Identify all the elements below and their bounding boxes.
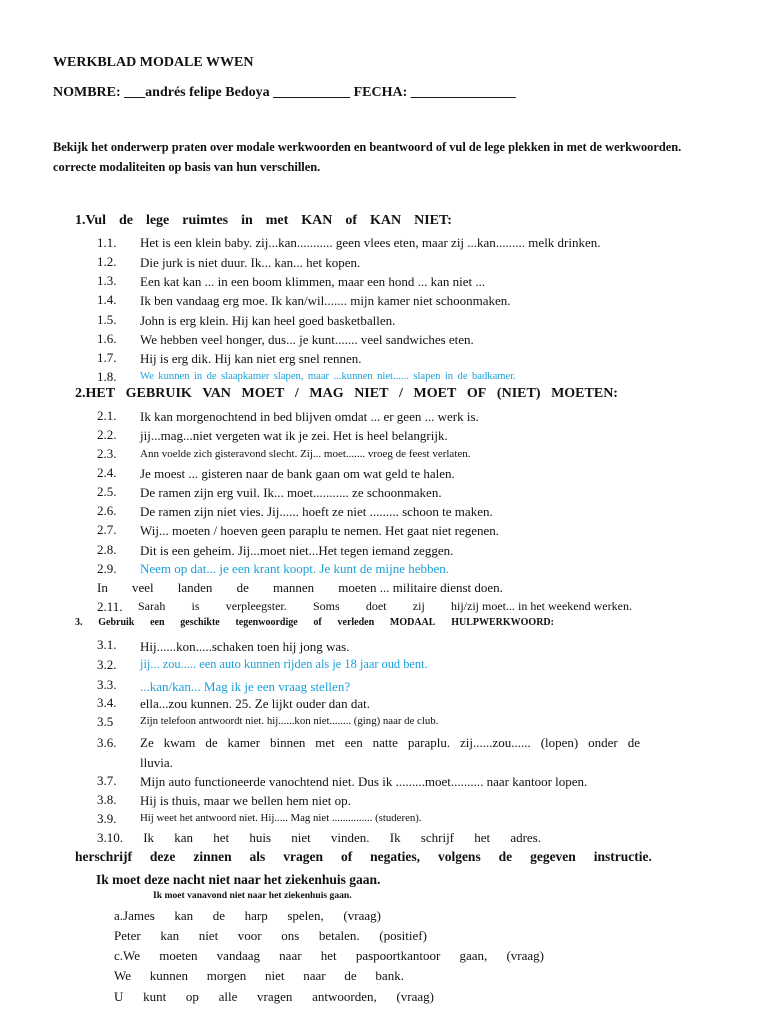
word: naar [303,968,326,983]
item-number: 3.1. [97,637,117,652]
item-number: 2.4. [97,465,117,480]
heading-word: deze [149,849,176,864]
item-number: 1.1. [97,235,117,250]
word: adres. [510,830,541,845]
exercise-item: Ik ben vandaag erg moe. Ik kan/wil....... mijn kamer niet schoonmaken. [140,293,511,308]
item-number: 2.9. [97,561,117,576]
word: a.James [114,908,155,923]
heading-word: verleden [337,617,375,628]
heading-word: zinnen [193,849,232,864]
word: Soms [312,599,340,613]
word: antwoorden, [312,989,377,1004]
item-number: 2.5. [97,484,117,499]
exercise-item: Je moest ... gisteren naar de bank gaan om wat geld te halen. [140,466,455,481]
heading-word: MOET [413,386,457,401]
exercise-item [97,831,541,844]
word: verpleegster. [225,599,287,613]
intro-line-2: correcte modaliteiten op basis van hun verschillen. [53,160,321,174]
rewrite-item [114,929,427,942]
rewrite-item [114,909,381,922]
word: voor [237,928,262,943]
word: Peter [114,928,141,943]
heading-word: de [118,213,133,228]
heading-word: instructie. [593,849,652,864]
heading-word: of [340,849,353,864]
heading-word: of [345,213,358,228]
heading-word: 1.Vul [75,213,107,228]
word: zij......zou...... [460,735,531,750]
exercise-item: Hij weet het antwoord niet. Hij..... Mag niet ............... (studeren). [140,812,422,824]
exercise-item: De ramen zijn niet vies. Jij...... hoeft ze niet ......... schoon te maken. [140,504,493,519]
word: kwam [163,735,196,750]
word: is [191,599,200,613]
heading-word: VAN [202,386,231,401]
word: kunt [143,989,167,1004]
word: vinden. [330,830,370,845]
heading-word: MOETEN: [551,386,618,401]
word: alle [218,989,238,1004]
item-number: 3.8. [97,792,117,807]
exercise-item: Hij is thuis, maar we bellen hem niet op. [140,793,351,808]
heading-word: in [241,213,253,228]
rewrite-item [114,969,404,982]
word: In [97,580,108,595]
word: doet [365,599,387,613]
heading-word: volgens [437,849,481,864]
exercise-item: Het is een klein baby. zij...kan........... geen vlees eten, maar zij ...kan......... melk drinken. [140,235,601,250]
item-number: 3.9. [97,811,117,826]
item-number: 1.6. [97,331,117,346]
word: c.We [114,948,141,963]
word: kan [160,928,180,943]
exercise-item: We hebben veel honger, dus... je kunt....... veel sandwiches eten. [140,332,474,347]
word: U [114,989,124,1004]
heading-word: gegeven [530,849,576,864]
exercise-item: Hij is erg dik. Hij kan niet erg snel rennen. [140,351,362,366]
exercise-item: jij... zou..... een auto kunnen rijden als je 18 jaar oud bent. [140,657,428,671]
word: de [236,580,249,595]
exercise-item: Zijn telefoon antwoordt niet. hij......kon niet........ (ging) naar de club. [140,715,439,727]
exercise-item: Een kat kan ... in een boom klimmen, maar een hond ... kan niet ... [140,274,486,289]
heading-word: 2.HET [75,386,116,401]
exercise-item: Wij... moeten / hoeven geen paraplu te nemen. Het gaat niet regenen. [140,523,499,538]
word: het [213,830,230,845]
heading-word: een [150,617,165,628]
word: Ze [140,735,154,750]
heading-word: tegenwoordige [235,617,298,628]
item-number: 1.2. [97,254,117,269]
exercise-item: De ramen zijn erg vuil. Ik... moet........... ze schoonmaken. [140,485,442,500]
item-number: 3.2. [97,657,117,672]
heading-word: Gebruik [98,617,135,628]
item-number: 2.2. [97,427,117,442]
item-number: 1.7. [97,350,117,365]
heading-word: HULPWERKWOORD: [451,617,554,628]
item-number: 3.7. [97,773,117,788]
exercise-item: ...kan/kan... Mag ik je een vraag stellen? [140,679,351,694]
exercise-item: Ik kan morgenochtend in bed blijven omdat ... er geen ... werk is. [140,409,479,424]
exercise-item-continuation: lluvia. [140,755,173,770]
word: kamer [227,735,261,750]
word: vandaag [216,948,260,963]
word: vragen [257,989,293,1004]
exercise-item [140,736,640,749]
word: onder [588,735,618,750]
section-2-heading [75,387,618,401]
item-number: 3.10. [97,830,123,845]
item-number: 2.1. [97,408,117,423]
word: moeten [159,948,198,963]
exercise-item: Hij......kon.....schaken toen hij jong was. [140,639,350,654]
heading-word: OF [466,386,487,401]
word: ons [281,928,300,943]
heading-word: KAN [370,213,402,228]
word: binnen [269,735,306,750]
exercise-item [97,581,503,594]
exercise-item: ella...zou kunnen. 25. Ze lijkt ouder dan dat. [140,696,370,711]
heading-word: / [294,386,299,401]
word: zij [412,599,425,613]
word: het [474,830,491,845]
heading-word: (NIET) [496,386,541,401]
rewrite-item [114,949,544,962]
exercise-item: Mijn auto functioneerde vanochtend niet. Dus ik .........moet.......... naar kantoor lopen. [140,774,588,789]
heading-word: MAG [309,386,344,401]
word: paspoortkantoor [355,948,441,963]
item-number: 1.8. [97,369,117,384]
word: met [315,735,335,750]
word: niet [265,968,285,983]
word: de [205,735,218,750]
word: bank. [375,968,404,983]
heading-word: 3. [75,617,83,628]
word: Ik [389,830,401,845]
item-number: 2.8. [97,542,117,557]
word: (lopen) [540,735,579,750]
word: kunnen [149,968,189,983]
word: veel [131,580,154,595]
item-number: 1.5. [97,312,117,327]
word: huis [249,830,271,845]
word: mannen [273,580,315,595]
word: moeten ... militaire dienst doen. [338,580,503,595]
word: niet [291,830,311,845]
exercise-item: Neem op dat... je een krant koopt. Je kunt de mijne hebben. [140,561,450,576]
heading-word: herschrijf [75,849,132,864]
heading-word: NIET [354,386,389,401]
heading-word: vragen [283,849,323,864]
section-3-heading [75,618,554,628]
word: paraplu. [407,735,451,750]
word: schrijf [420,830,455,845]
item-number: 2.6. [97,503,117,518]
heading-word: met [265,213,289,228]
exercise-item: John is erg klein. Hij kan heel goed basketballen. [140,313,396,328]
heading-word: MODAAL [389,617,436,628]
name-date-line: NOMBRE: ___andrés felipe Bedoya ___________ FECHA: _______________ [53,85,516,100]
section-4-heading [75,850,652,864]
word: We [114,968,131,983]
item-number: 3.6. [97,735,117,750]
rewrite-item [114,990,434,1003]
heading-word: of [313,617,322,628]
item-number: 3.3. [97,677,117,692]
item-number: 3.5 [97,714,114,729]
heading-word: / [399,386,403,401]
item-number: 3.4. [97,695,117,710]
example-answer: Ik moet vanavond niet naar het ziekenhuis gaan. [153,890,352,901]
item-number: 2.3. [97,446,117,461]
worksheet-title: WERKBLAD MODALE WWEN [53,55,254,70]
word: morgen [206,968,247,983]
word: (vraag) [506,948,544,963]
exercise-item [138,600,632,612]
heading-word: KAN [301,213,333,228]
word: naar [279,948,302,963]
heading-word: NIET: [414,213,452,228]
heading-word: geschikte [180,617,220,628]
example-sentence: Ik moet deze nacht niet naar het ziekenhuis gaan. [96,872,381,887]
word: Sarah [138,599,166,613]
word: gaan, [459,948,488,963]
word: niet [198,928,219,943]
exercise-item: Dit is een geheim. Jij...moet niet...Het tegen iemand zeggen. [140,543,454,558]
word: de [344,968,357,983]
word: harp [244,908,268,923]
word: het [320,948,337,963]
word: (positief) [379,928,427,943]
exercise-item: Die jurk is niet duur. Ik... kan... het kopen. [140,255,361,270]
heading-word: negaties, [370,849,420,864]
word: (vraag) [396,989,434,1004]
word: landen [177,580,213,595]
word: Ik [143,830,155,845]
section-1-heading [75,214,452,228]
word: een [344,735,363,750]
heading-word: GEBRUIK [125,386,192,401]
item-number: 1.4. [97,292,117,307]
exercise-item: jij...mag...niet vergeten wat ik je zei. Het is heel belangrijk. [140,428,448,443]
word: betalen. [318,928,360,943]
word: de [627,735,640,750]
item-number: 2.7. [97,522,117,537]
heading-word: de [498,849,513,864]
word: (vraag) [343,908,381,923]
heading-word: lege [145,213,170,228]
word: natte [372,735,398,750]
word: op [185,989,199,1004]
heading-word: MOET [241,386,285,401]
item-number: 2.11. [97,599,123,614]
word: kan [174,908,194,923]
exercise-item: Ann voelde zich gisteravond slecht. Zij... moet....... vroeg de feest verlaten. [140,448,471,460]
word: spelen, [287,908,324,923]
word: de [212,908,226,923]
item-number: 1.3. [97,273,117,288]
word: hij/zij moet... in het weekend werken. [451,599,632,613]
word: kan [174,830,194,845]
heading-word: ruimtes [182,213,229,228]
intro-line-1: Bekijk het onderwerp praten over modale werkwoorden en beantwoord of vul de lege plekken in met de werkwoorden. [53,140,682,154]
exercise-item: We kunnen in de slaapkamer slapen, maar ...kunnen niet...... slapen in de badkamer. [140,371,516,382]
heading-word: als [249,849,266,864]
